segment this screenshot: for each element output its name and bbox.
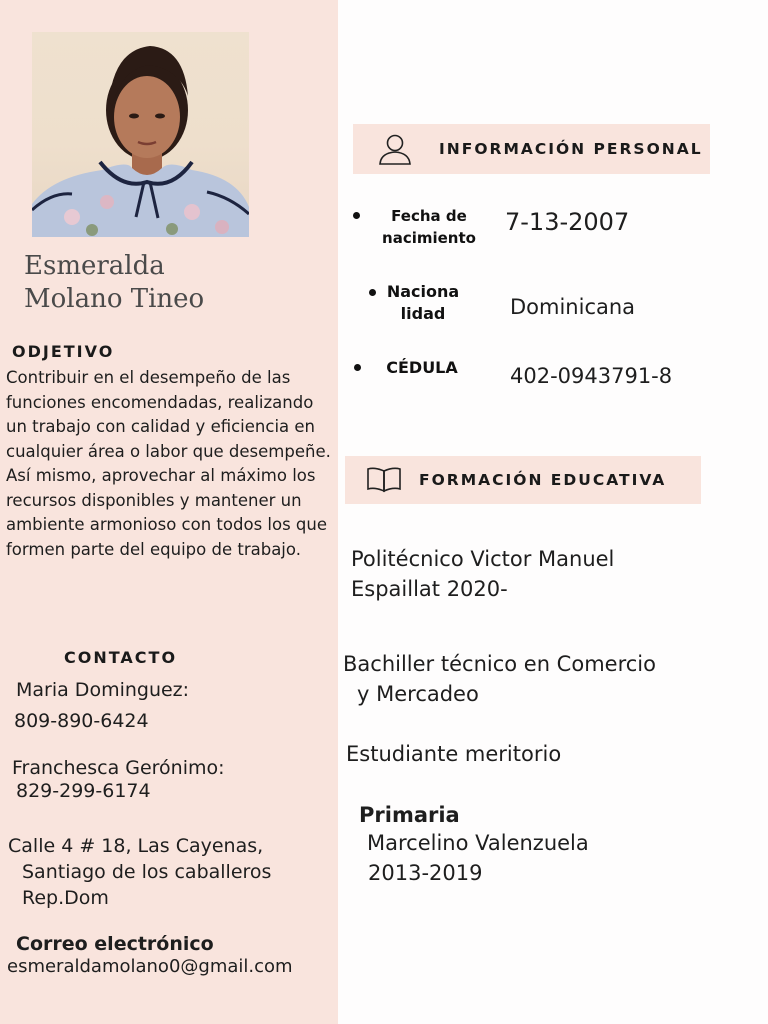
bullet	[353, 212, 360, 219]
birthdate-label	[375, 205, 483, 249]
objective-title: ODJETIVO	[12, 342, 115, 361]
school-line-1: Politécnico Victor Manuel	[351, 547, 615, 571]
contact-title: CONTACTO	[64, 648, 178, 667]
education-header	[345, 456, 701, 504]
address-line-3: Rep.Dom	[22, 887, 109, 909]
reference-2-phone: 829-299-6174	[16, 780, 151, 802]
user-icon	[377, 131, 413, 167]
degree-line-2: y Mercadeo	[357, 682, 479, 706]
profile-photo	[32, 32, 249, 237]
book-icon	[365, 466, 403, 494]
birthdate-value: 7-13-2007	[505, 208, 630, 236]
nationality-label	[383, 281, 463, 325]
education-title: FORMACIÓN EDUCATIVA	[419, 471, 667, 489]
bullet	[369, 289, 376, 296]
school-line-2: Espaillat 2020-	[351, 577, 508, 601]
birthdate-label-line1: Fecha de	[391, 207, 467, 225]
candidate-name	[24, 250, 204, 316]
name-first: Esmeralda	[24, 251, 165, 281]
degree-line-1: Bachiller técnico en Comercio	[343, 652, 656, 676]
reference-2-name: Franchesca Gerónimo:	[12, 757, 225, 779]
personal-info-header	[353, 124, 710, 174]
personal-info-title: INFORMACIÓN PERSONAL	[439, 140, 703, 158]
email-address: esmeraldamolano0@gmail.com	[7, 956, 293, 977]
birthdate-label-line2: nacimiento	[382, 229, 476, 247]
bullet	[354, 364, 361, 371]
email-label: Correo electrónico	[16, 933, 214, 955]
address-line-1: Calle 4 # 18, Las Cayenas,	[8, 835, 264, 857]
address-line-2: Santiago de los caballeros	[22, 861, 272, 883]
name-last: Molano Tineo	[24, 284, 205, 314]
nationality-label-line2: lidad	[400, 304, 446, 323]
nationality-value: Dominicana	[510, 295, 636, 319]
nationality-label-line1: Naciona	[386, 282, 460, 301]
primary-school: Marcelino Valenzuela	[367, 831, 589, 855]
portrait-image	[32, 32, 249, 237]
reference-1-name: Maria Dominguez:	[16, 679, 190, 701]
primary-years: 2013-2019	[368, 861, 483, 885]
primary-title: Primaria	[359, 803, 460, 827]
cedula-label	[380, 357, 464, 379]
cedula-label-line1: CÉDULA	[386, 358, 458, 377]
reference-1-phone: 809-890-6424	[14, 710, 149, 732]
honor-text: Estudiante meritorio	[346, 742, 562, 766]
cedula-value: 402-0943791-8	[510, 364, 673, 388]
objective-text: Contribuir en el desempeño de las funciones encomendadas, realizando un trabajo con calidad y eficiencia en cualquier área o labor que desempeñe. Así mismo, aprovechar al máximo los recursos disponibles y mantener un ambiente armonioso con todos los que formen parte del equipo de trabajo.	[6, 368, 331, 559]
